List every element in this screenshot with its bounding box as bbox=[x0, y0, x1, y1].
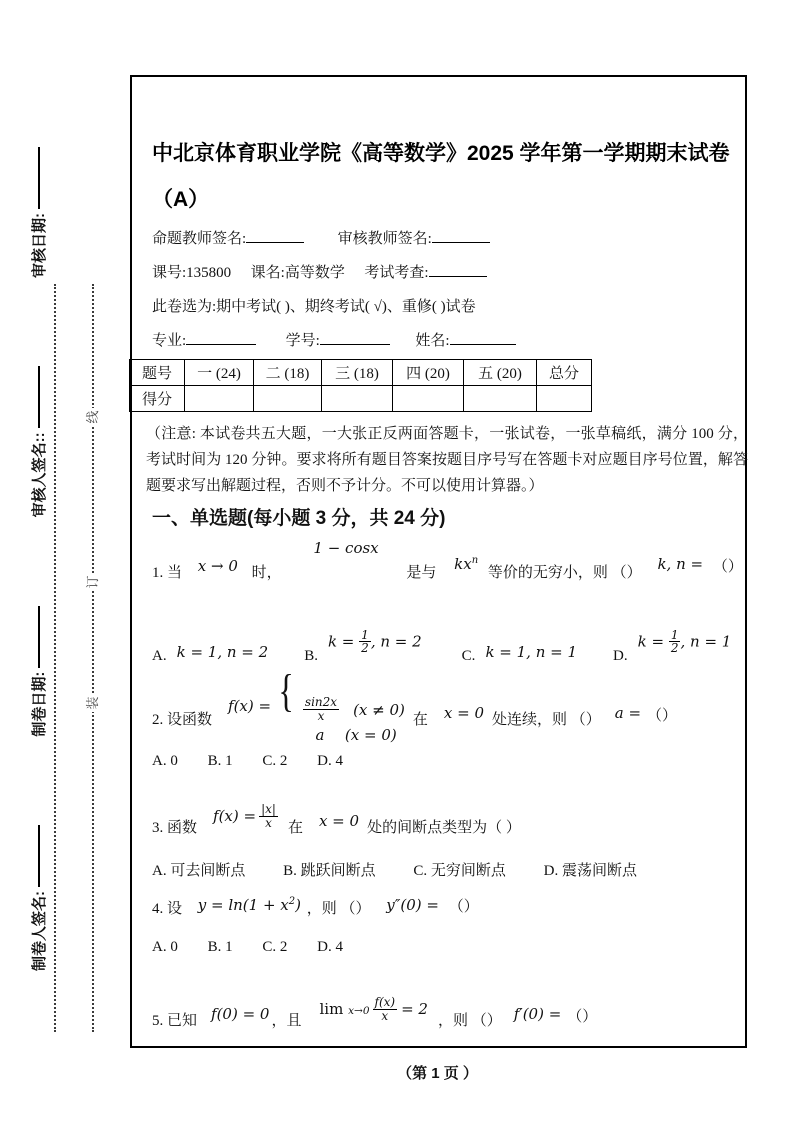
question-4 bbox=[152, 897, 479, 918]
score-empty-cell bbox=[185, 386, 254, 412]
section-1-heading: 一、单选题(每小题 3 分，共 24 分) bbox=[152, 508, 446, 529]
margin-label-group bbox=[28, 600, 49, 737]
option-b-value: k = $\frac{1}{2}$ , n = 2 bbox=[327, 627, 422, 656]
option-d-value: k = $\frac{1}{2}$ , n = 1 bbox=[637, 627, 732, 656]
blank-line bbox=[186, 330, 256, 345]
score-table-score-row bbox=[130, 386, 592, 412]
blank-line bbox=[37, 366, 40, 428]
score-table-header-cell: 四 (20) bbox=[393, 360, 464, 386]
q2-case2-condition: (x = 0) bbox=[344, 725, 397, 744]
review-date-label: 审核日期: bbox=[30, 213, 48, 279]
q2-math-fx: f(x) = bbox=[228, 697, 272, 715]
q4-lead: 4. 设 bbox=[152, 901, 183, 917]
question-4-options bbox=[152, 939, 343, 956]
question-5 bbox=[152, 982, 597, 1036]
q4-math-y: $y = \ln(1 + x^2)$ bbox=[197, 896, 301, 914]
paper-type-row: 此卷选为:期中考试( )、期终考试( √)、重修( )试卷 bbox=[152, 299, 476, 315]
q3-math-x0: x = 0 bbox=[318, 812, 360, 830]
q2-text: 处连续，则 （） bbox=[492, 711, 601, 728]
score-empty-cell bbox=[537, 386, 592, 412]
blank-line bbox=[37, 147, 40, 209]
exam-title bbox=[152, 131, 730, 223]
paper-maker-date-label: 制卷日期: bbox=[30, 671, 48, 737]
q2-lead: 2. 设函数 bbox=[152, 711, 213, 728]
blank-line bbox=[37, 825, 40, 887]
blank-line bbox=[37, 606, 40, 668]
q5-math-fprime: f′(0) = bbox=[513, 1005, 562, 1023]
student-no-label: 学号: bbox=[285, 333, 320, 349]
blank-line bbox=[450, 330, 516, 345]
score-table-header-cell: 一 (24) bbox=[185, 360, 254, 386]
question-3-options bbox=[152, 859, 637, 880]
question-1 bbox=[152, 539, 743, 595]
binding-char-zhuang: 装 bbox=[84, 694, 102, 712]
q1-math-kn: k, n = bbox=[657, 555, 704, 573]
q4-math-y2: y″(0) = bbox=[386, 896, 439, 914]
q4-paren: （） bbox=[448, 899, 479, 915]
margin-labels-strip bbox=[26, 141, 50, 971]
option-d: D. 震荡间断点 bbox=[543, 863, 637, 879]
q3-math-fx: f(x) = bbox=[213, 807, 257, 825]
q5-lead: 5. 已知 bbox=[152, 1012, 198, 1029]
question-1-options bbox=[152, 625, 731, 665]
course-name: 课名:高等数学 bbox=[250, 265, 345, 281]
q1-math-kxn: $kx^n$ bbox=[454, 555, 479, 573]
binding-char-ding: 订 bbox=[84, 573, 102, 591]
exam-title-line2: （A） bbox=[152, 188, 210, 211]
score-empty-cell bbox=[322, 386, 393, 412]
q2-piecewise bbox=[275, 665, 405, 744]
q5-fraction: $\frac{f(x)}{x}$ bbox=[374, 994, 396, 1023]
option-a: A. 0 bbox=[152, 939, 178, 955]
q1-text: 是与 bbox=[406, 565, 437, 581]
q2-brace: { bbox=[278, 665, 294, 717]
margin-label-group bbox=[28, 819, 49, 971]
q5-text: ，且 bbox=[271, 1012, 302, 1029]
score-table-header-row bbox=[130, 360, 592, 386]
score-empty-cell bbox=[254, 386, 322, 412]
option-d: D. 4 bbox=[317, 753, 343, 769]
q2-case1-condition: (x ≠ 0) bbox=[353, 700, 405, 719]
blank-line bbox=[246, 228, 304, 243]
q4-text: ，则 （） bbox=[306, 901, 371, 917]
q1-paren: （） bbox=[712, 559, 743, 575]
q2-case2-value: a bbox=[315, 725, 325, 744]
question-3 bbox=[152, 791, 521, 841]
major-label: 专业: bbox=[152, 333, 187, 349]
q1-text: 时， bbox=[251, 565, 282, 581]
option-c-value: k = 1, n = 1 bbox=[485, 643, 578, 661]
q2-math-a: a = bbox=[614, 704, 642, 722]
option-c: C. 2 bbox=[262, 939, 288, 955]
q5-math-f0: f(0) = 0 bbox=[211, 1005, 270, 1023]
q5-paren: （） bbox=[567, 1008, 598, 1025]
option-a: A. 0 bbox=[152, 753, 178, 769]
option-b: B. 跳跃间断点 bbox=[283, 863, 376, 879]
paper-maker-signature-label: 制卷人签名: bbox=[30, 891, 48, 971]
binding-char-xian: 线 bbox=[84, 408, 102, 426]
exam-paper-page bbox=[130, 75, 747, 1048]
margin-label-group bbox=[28, 141, 49, 278]
course-number: 课号:135800 bbox=[152, 265, 232, 281]
exam-check-label: 考试考查: bbox=[364, 265, 429, 281]
score-table-header-cell: 三 (18) bbox=[322, 360, 393, 386]
option-a: A. 可去间断点 bbox=[152, 863, 246, 879]
q2-math-x0: x = 0 bbox=[443, 704, 484, 722]
blank-line bbox=[432, 228, 490, 243]
course-row bbox=[152, 261, 487, 282]
q3-text: 在 bbox=[287, 819, 303, 836]
student-info-row bbox=[152, 329, 516, 350]
q5-text: ，则 （） bbox=[437, 1012, 502, 1029]
binding-dotted-line-left bbox=[54, 284, 56, 1032]
page-number: （第 1 页 ） bbox=[397, 1065, 478, 1082]
q3-lead: 3. 函数 bbox=[152, 819, 198, 836]
q3-text: 处的间断点类型为（ ） bbox=[367, 819, 521, 836]
option-c: C. 无穷间断点 bbox=[413, 863, 506, 879]
q1-text: 等价的无穷小，则 （） bbox=[487, 565, 642, 581]
option-b: B. 1 bbox=[207, 753, 233, 769]
binding-dotted-line-right bbox=[92, 284, 94, 1032]
margin-label-group bbox=[28, 360, 49, 517]
option-c-label: C. bbox=[461, 648, 476, 664]
q1-math-1-minus-cosx: 1 − cosx bbox=[313, 539, 379, 557]
q1-lead: 1. 当 bbox=[152, 565, 183, 581]
q2-text: 在 bbox=[412, 711, 428, 728]
blank-line bbox=[429, 262, 487, 277]
question-2-options bbox=[152, 753, 343, 770]
option-a-value: k = 1, n = 2 bbox=[176, 643, 269, 661]
q5-equals-2: = 2 bbox=[401, 1000, 428, 1018]
option-d: D. 4 bbox=[317, 939, 343, 955]
checker-signature-label: 审核教师签名: bbox=[337, 231, 432, 247]
option-c: C. 2 bbox=[262, 753, 288, 769]
exam-notice: （注意: 本试卷共五大题，一大张正反两面答题卡，一张试卷，一张草稿纸，满分 100 分，考试时间为 120 分钟。要求将所有题目答案按题目序号写在答题卡对应题目序号位置，解答题要求写出解题过程，否则不予计分。不可以使用计算器。） bbox=[146, 426, 748, 494]
q2-paren: （） bbox=[647, 707, 678, 724]
q2-case1-fraction: sin2x x bbox=[304, 695, 338, 723]
score-label-cell: 得分 bbox=[130, 386, 185, 412]
option-d-label: D. bbox=[613, 648, 628, 664]
score-table-header-cell: 题号 bbox=[130, 360, 185, 386]
option-a-label: A. bbox=[152, 648, 167, 664]
name-label: 姓名: bbox=[415, 333, 450, 349]
exam-title-line1: 中北京体育职业学院《高等数学》2025 学年第一学期期末试卷 bbox=[152, 142, 730, 165]
score-table-header-cell: 总分 bbox=[537, 360, 592, 386]
score-table bbox=[129, 359, 592, 412]
score-empty-cell bbox=[393, 386, 464, 412]
score-table-header-cell: 五 (20) bbox=[464, 360, 537, 386]
score-empty-cell bbox=[464, 386, 537, 412]
score-table-header-cell: 二 (18) bbox=[254, 360, 322, 386]
question-2 bbox=[152, 665, 678, 744]
q3-fraction: $\frac{|x|}{x}$ bbox=[261, 801, 276, 830]
option-b-label: B. bbox=[304, 648, 318, 664]
q5-limit: lim x→0 bbox=[319, 999, 370, 1018]
signature-row bbox=[152, 227, 490, 248]
q1-math-x-to-0: x → 0 bbox=[197, 557, 238, 575]
reviewer-signature-label: 审核人签名:: bbox=[30, 432, 48, 518]
option-b: B. 1 bbox=[207, 939, 233, 955]
setter-signature-label: 命题教师签名: bbox=[152, 231, 247, 247]
blank-line bbox=[320, 330, 390, 345]
